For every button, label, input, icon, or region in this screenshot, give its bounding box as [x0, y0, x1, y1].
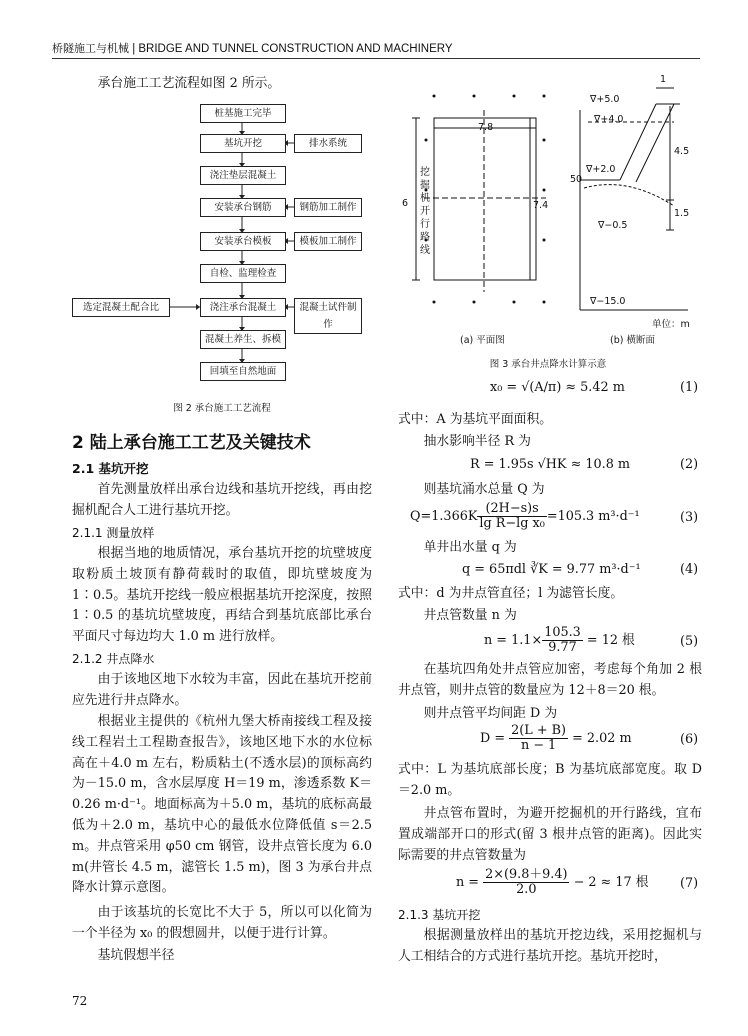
figure-2-flowchart	[72, 100, 372, 390]
section-2-1-1-heading: 2.1.1 测量放样	[72, 526, 155, 540]
flow-mix-design: 选定混凝土配合比	[72, 298, 170, 317]
journal-title-en: BRIDGE AND TUNNEL CONSTRUCTION AND MACHINERY	[138, 43, 453, 55]
layout-text: 井点管布置时，为避开挖掘机的开行路线，宜布置成端部开口的形式(留 3 根井点管的距离)。因此实际需要的井点管数量为	[398, 806, 702, 863]
section-2-1-2-heading: 2.1.2 井点降水	[72, 652, 155, 666]
level-plus-5: ∇+5.0	[590, 94, 620, 105]
eq5-lhs: n = 1.1×	[484, 633, 543, 648]
dim-7-8: 7.8	[478, 122, 494, 133]
intro-text: 承台施工工艺流程如图 2 所示。	[97, 76, 281, 91]
equation-5-number: (5)	[680, 634, 699, 649]
section-2-1-2-text-4: 基坑假想半径	[97, 948, 175, 963]
plan-view	[412, 110, 549, 292]
journal-title-cn: 桥隧施工与机械	[52, 42, 129, 55]
section-2-1-1-text: 根据当地的地质情况，承台基坑开挖的坑壁坡度取粉质土坡顶有静荷载时的取值，即坑壁坡度为 1∶0.5。基坑开挖线一般应根据基坑开挖深度，按照 1∶0.5 的基坑坑壁坡度，再结合到基坑底部比承台平面尺寸每边均大 1.0 m 进行放样。	[72, 546, 372, 645]
eq7-rhs: − 2 ≈ 17 根	[573, 875, 649, 890]
eq7-denominator: 2.0	[516, 882, 537, 897]
dim-1-5: 1.5	[674, 208, 690, 219]
eq6-rhs: = 2.02 m	[572, 731, 632, 746]
inflow-intro: 则基坑涌水总量 Q 为	[423, 482, 545, 497]
eq3-rhs: =105.3 m³·d⁻¹	[546, 509, 640, 524]
equation-1: x₀ = √(A/π) ≈ 5.42 m	[490, 380, 625, 395]
spacing-intro: 则井点管平均间距 D 为	[423, 706, 558, 721]
eq5-denominator: 9.77	[548, 640, 577, 655]
section-2-1-2-text-3: 由于该基坑的长宽比不大于 5，所以可以化简为一个半径为 x₀ 的假想圆井，以便于进行计算。	[72, 905, 372, 941]
flow-specimen: 混凝土试件制作	[294, 298, 362, 334]
flow-step-pour: 浇注承台混凝土	[200, 298, 286, 317]
single-well-intro: 单井出水量 q 为	[423, 540, 517, 555]
eq3-lhs: Q=1.366K	[410, 509, 478, 524]
subfig-a-label: (a) 平面图	[460, 335, 505, 346]
equation-2: R = 1.95s √HK ≈ 10.8 m	[470, 457, 631, 472]
figure-3-caption: 图 3 承台井点降水计算示意	[489, 359, 607, 370]
eq5-numerator: 105.3	[544, 625, 581, 640]
equation-5	[484, 626, 635, 655]
equation-7-number: (7)	[680, 876, 699, 891]
section-2-1-3-text: 根据测量放样出的基坑开挖边线，采用挖掘机与人工相结合的方式进行基坑开挖。基坑开挖时，	[398, 928, 702, 964]
eq5-rhs: = 12 根	[586, 633, 635, 648]
well-count-intro: 井点管数量 n 为	[423, 608, 517, 623]
eq3-numerator: (2H−s)s	[477, 502, 546, 517]
flow-step-pile-done: 桩基施工完毕	[200, 104, 286, 123]
equation-2-number: (2)	[680, 457, 699, 472]
flow-step-formwork: 安装承台模板	[200, 232, 286, 251]
eq6-note: 式中：L 为基坑底部长度；B 为基坑底部宽度。取 D＝2.0 m。	[398, 762, 702, 798]
flow-step-rebar: 安装承台钢筋	[200, 198, 286, 217]
flow-drainage-system: 排水系统	[294, 134, 362, 153]
section-2-1-3-heading: 2.1.3 基坑开挖	[398, 908, 481, 922]
level-minus-0-5: ∇−0.5	[598, 220, 628, 231]
flow-step-cushion: 浇注垫层混凝土	[200, 166, 286, 185]
figure-3-drawing	[398, 70, 708, 330]
dim-4-5: 4.5	[674, 146, 690, 157]
level-plus-2: ∇+2.0	[586, 164, 616, 175]
eq3-denominator: lg R−lg x₀	[479, 516, 545, 531]
dim-6: 6	[402, 198, 409, 209]
page-number: 72	[72, 994, 88, 1008]
flow-formwork-fabrication: 模板加工制作	[294, 232, 362, 251]
flow-rebar-fabrication: 钢筋加工制作	[294, 198, 362, 217]
eq1-note: 式中：A 为基坑平面面积。	[398, 412, 553, 427]
section-2-1-text: 首先测量放样出承台边线和基坑开挖线，再由挖掘机配合人工进行基坑开挖。	[72, 482, 372, 518]
dim-7-4: 7.4	[533, 200, 549, 211]
eq7-numerator: 2×(9.8＋9.4)	[485, 867, 568, 882]
eq6-lhs: D =	[480, 731, 506, 746]
equation-6-number: (6)	[680, 732, 699, 747]
flow-step-inspection: 自检、监理检查	[200, 264, 286, 283]
section-2-1-heading: 2.1 基坑开挖	[72, 461, 149, 476]
radius-intro: 抽水影响半径 R 为	[423, 434, 531, 449]
eq6-numerator: 2(L + B)	[511, 723, 567, 738]
figure-3	[398, 70, 708, 370]
eq6-denominator: n − 1	[520, 738, 557, 753]
level-plus-4: ∇+4.0	[594, 114, 624, 125]
equation-7	[456, 868, 649, 897]
running-header: 桥隧施工与机械 | BRIDGE AND TUNNEL CONSTRUCTION AND MACHINERY	[52, 42, 453, 55]
equation-6	[480, 724, 632, 753]
header-rule	[52, 58, 700, 59]
flow-step-curing: 混凝土养生、拆模	[200, 330, 286, 349]
eq7-lhs: n =	[456, 875, 480, 890]
level-minus-15: ∇−15.0	[590, 296, 626, 307]
section-2-1-2-text-1: 由于该地区地下水较为丰富，因此在基坑开挖前应先进行井点降水。	[72, 672, 372, 708]
figure-2-caption: 图 2 承台施工工艺流程	[173, 403, 271, 414]
dim-1: 1	[660, 74, 667, 85]
subfig-b-label: (b) 横断面	[610, 335, 655, 346]
excavator-route-label: 挖掘机开行路线	[420, 167, 430, 256]
dim-50: 50	[570, 174, 583, 185]
eq4-note: 式中：d 为井点管直径；l 为滤管长度。	[398, 586, 624, 601]
equation-3	[410, 502, 640, 531]
equation-1-number: (1)	[680, 380, 699, 395]
flow-step-backfill: 回填至自然地面	[200, 362, 286, 381]
equation-4-number: (4)	[680, 562, 699, 577]
equation-4: q = 65πdl ∛K = 9.77 m³·d⁻¹	[462, 562, 641, 577]
flow-step-excavation: 基坑开挖	[200, 134, 286, 153]
section-2-heading: 2 陆上承台施工工艺及关键技术	[72, 433, 311, 453]
section-2-1-2-text-2: 根据业主提供的《杭州九堡大桥南接线工程及接线工程岩土工程勘查报告》，该地区地下水的水位标高在＋4.0 m 左右，粉质粘土(不透水层)的顶标高约为－15.0 m，含水层厚度 H＝19 m，渗透系数 K＝0.26 m·d⁻¹。地面标高为＋5.0 m，基坑的底标高最低为＋2.0 m，基坑中心的最低水位降低值 s＝2.5 m。井点管采用 φ50 cm 钢管，设井点管长度为 6.0 m(井管长 4.5 m，滤管长 1.5 m)，图 3 为承台井点降水计算示意图。	[72, 714, 372, 896]
corner-wells-text: 在基坑四角处井点管应加密，考虑每个角加 2 根井点管，则井点管的数量应为 12＋8＝20 根。	[398, 662, 702, 698]
equation-3-number: (3)	[680, 510, 699, 525]
unit-label: 单位：m	[652, 319, 690, 330]
